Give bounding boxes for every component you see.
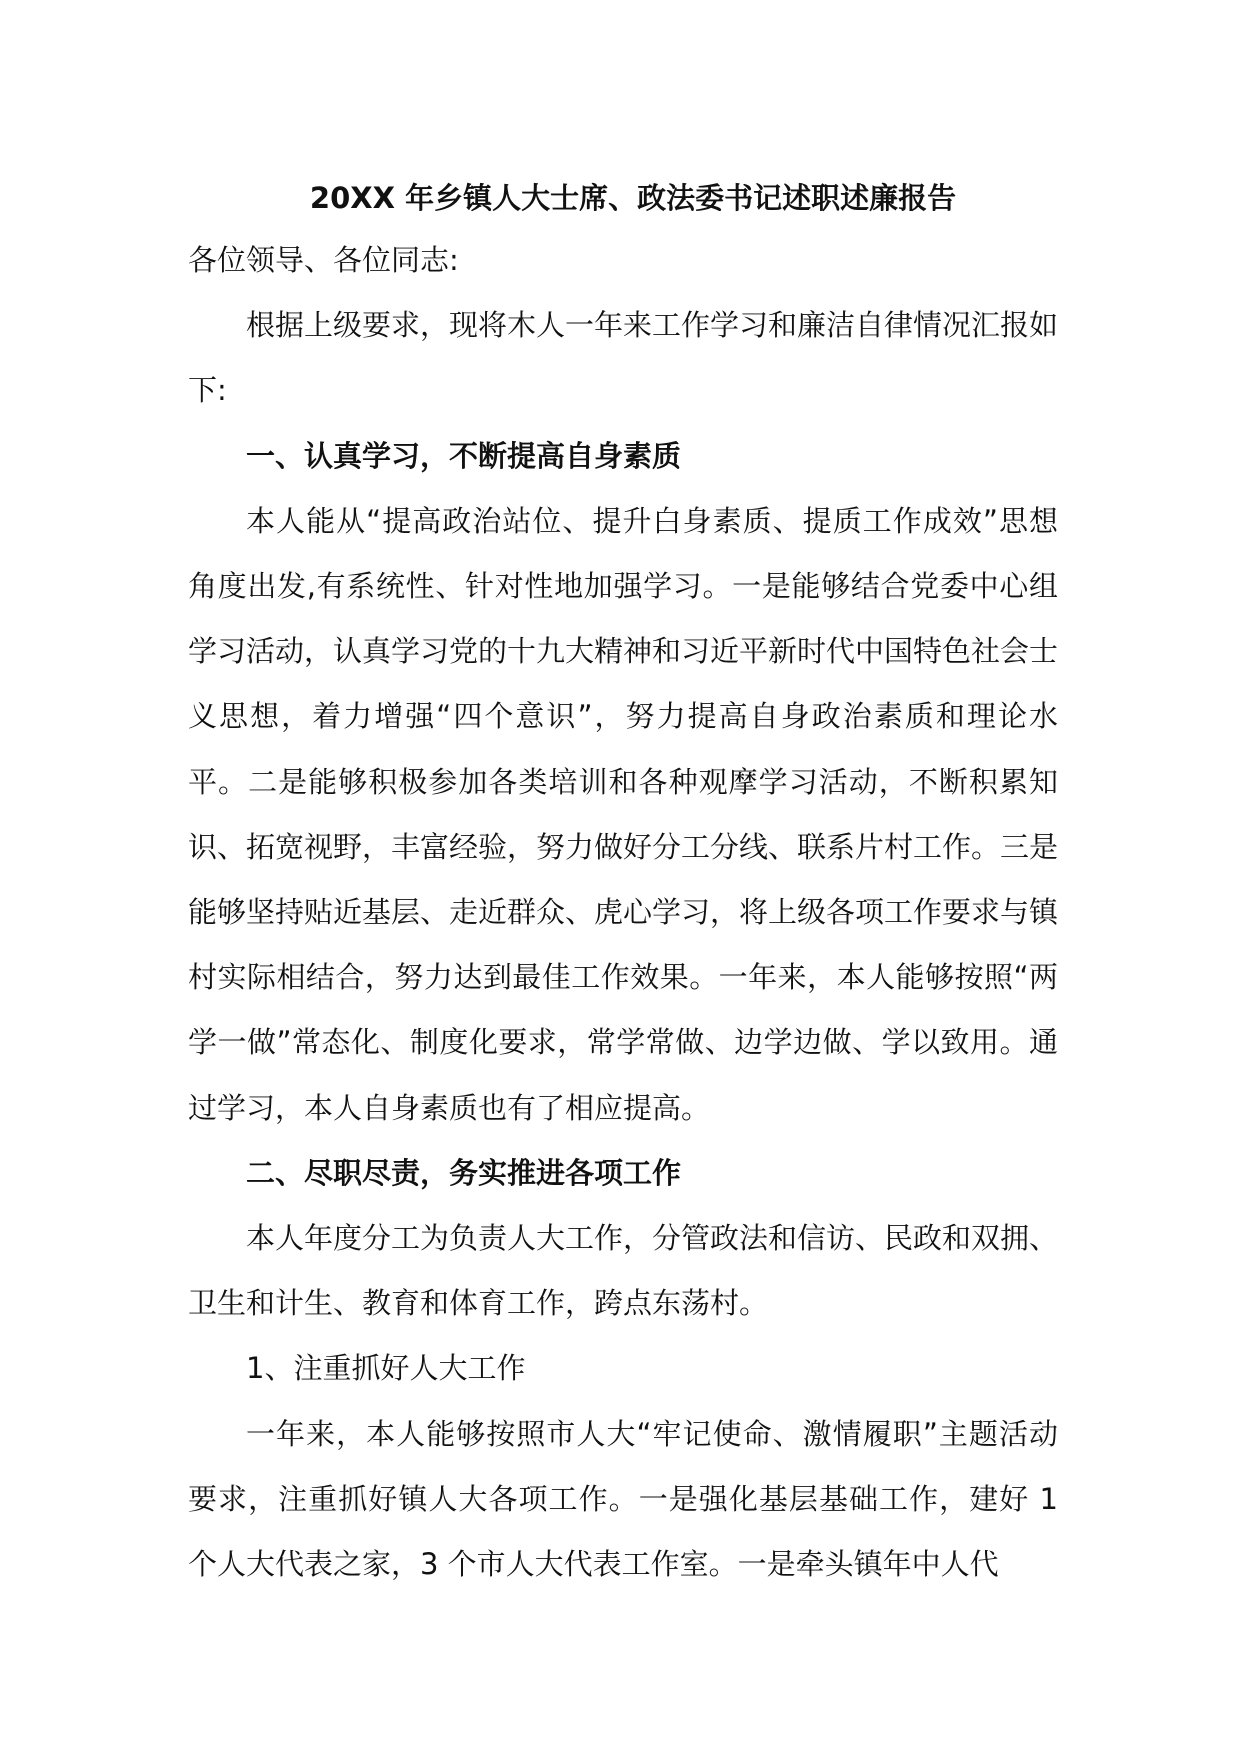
intro-paragraph: 根据上级要求，现将木人一年来工作学习和廉洁自律情况汇报如下: xyxy=(188,308,1059,408)
subsection-body-npc-work: 一年来，本人能够按照市人大“牢记使命、激情履职”主题活动要求，注重抓好镇人大各项工作。一是强化基层基础工作，建好 1 个人大代表之家，3 个市人大代表工作室。一是牵头镇年中人代 xyxy=(188,1416,1058,1582)
section-body-study: 本人能从“提高政治站位、提升白身素质、提质工作成效”思想角度出发,有系统性、针对性地加强学习。一是能够结合党委中心组学习活动，认真学习党的十九大精神和习近平新时代中国特色社会士义思想，着力增强“四个意识”，努力提高自身政治素质和理论水平。二是能够积极参加各类培训和各种观摩学习活动，不断积累知识、拓宽视野，丰富经验，努力做好分工分线、联系片村工作。三是能够坚持贴近基层、走近群众、虎心学习，将上级各项工作要求与镇村实际相结合，努力达到最佳工作效果。一年来，本人能够按照“两学一做”常态化、制度化要求，常学常做、边学边做、学以致用。通过学习，本人自身素质也有了相应提高。 xyxy=(188,503,1059,1125)
subsection-heading-npc-work: 1、注重抓好人大工作 xyxy=(246,1351,526,1386)
salutation: 各位领导、各位同志: xyxy=(188,243,459,277)
document-body xyxy=(188,168,1058,1597)
document-title: 20XX 年乡镇人大士席、政法委书记述职述廉报告 xyxy=(309,181,957,215)
section-heading-duties: 二、尽职尽责，务实推进各项工作 xyxy=(246,1155,682,1190)
section-heading-study: 一、认真学习，不断提高自身素质 xyxy=(246,438,682,473)
section-body-duties: 本人年度分工为负责人大工作，分管政法和信访、民政和双拥、卫生和计生、教育和体育工作，跨点东荡村。 xyxy=(188,1221,1059,1321)
